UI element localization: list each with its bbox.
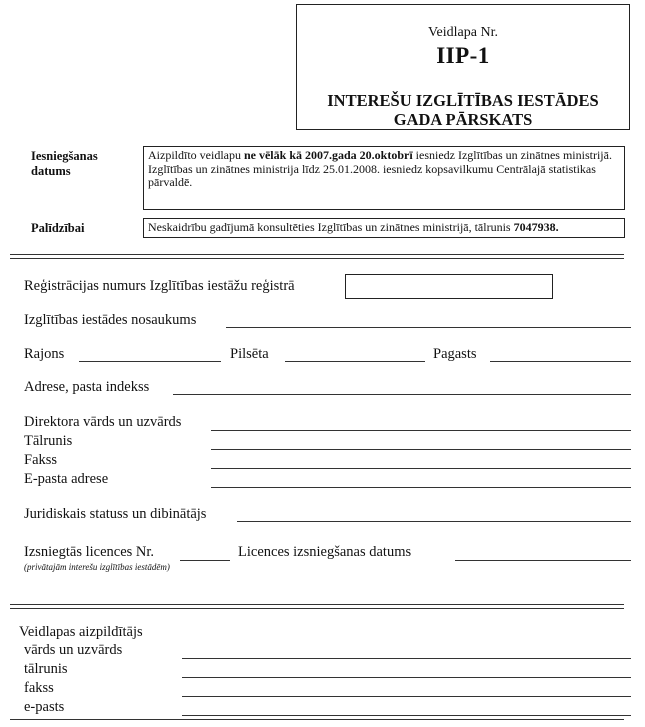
submission-label-line2: datums	[31, 164, 71, 178]
registration-input[interactable]	[345, 274, 553, 299]
phone-label: Tālrunis	[24, 433, 73, 449]
fax-field[interactable]	[211, 468, 631, 469]
filler-fax-label: fakss	[24, 680, 54, 696]
institution-name-field[interactable]	[226, 327, 631, 328]
address-field[interactable]	[173, 394, 631, 395]
email-field[interactable]	[211, 487, 631, 488]
submission-text-c: Izglītības un zinātnes ministrija līdz 25.01.2008. iesniedz kopsavilkumu Centrālajā statistikas pārvaldē.	[148, 161, 596, 189]
submission-text-b: iesniedz Izglītības un zinātnes ministrijā.	[412, 148, 612, 162]
license-number-field[interactable]	[180, 560, 230, 561]
filler-phone-label: tālrunis	[24, 661, 68, 677]
help-phone: 7047938.	[513, 220, 559, 234]
filler-email-label: e-pasts	[24, 699, 65, 715]
help-label: Palīdzībai	[31, 221, 85, 235]
fax-label: Fakss	[24, 452, 58, 468]
city-field[interactable]	[285, 361, 425, 362]
filler-email-field[interactable]	[182, 715, 631, 716]
bottom-rule	[10, 719, 624, 720]
director-label: Direktora vārds un uzvārds	[24, 414, 182, 430]
form-title-box	[296, 4, 630, 130]
form-code: IIP-1	[436, 43, 490, 68]
submission-label-line1: Iesniegšanas	[31, 149, 98, 163]
help-note-box	[143, 218, 625, 238]
submission-date-label	[31, 149, 98, 179]
legal-status-label: Juridiskais statuss un dibinātājs	[24, 506, 207, 522]
submission-text-a: Aizpildīto veidlapu	[148, 148, 244, 162]
filler-fax-field[interactable]	[182, 696, 631, 697]
help-text: Neskaidrību gadījumā konsultēties Izglītības un zinātnes ministrijā, tālrunis	[148, 220, 514, 234]
license-date-label: Licences izsniegšanas datums	[238, 544, 412, 560]
legal-status-field[interactable]	[237, 521, 631, 522]
parish-label: Pagasts	[433, 346, 477, 362]
registration-label: Reģistrācijas numurs Izglītības iestāžu reģistrā	[24, 278, 295, 294]
license-number-label: Izsniegtās licences Nr.	[24, 544, 155, 560]
filler-phone-field[interactable]	[182, 677, 631, 678]
address-label: Adrese, pasta indekss	[24, 379, 150, 395]
institution-name-label: Izglītības iestādes nosaukums	[24, 312, 197, 328]
city-label: Pilsēta	[230, 346, 269, 362]
license-date-field[interactable]	[455, 560, 631, 561]
submission-note-box	[143, 146, 625, 210]
district-field[interactable]	[79, 361, 221, 362]
form-title-line2: GADA PĀRSKATS	[393, 110, 533, 129]
filler-name-field[interactable]	[182, 658, 631, 659]
license-note: (privātajām interešu izglītības iestādēm)	[24, 562, 170, 572]
filler-name-label: vārds un uzvārds	[24, 642, 123, 658]
parish-field[interactable]	[490, 361, 631, 362]
email-label: E-pasta adrese	[24, 471, 109, 487]
form-title	[297, 91, 629, 129]
section-divider-top	[10, 254, 624, 259]
form-title-line1: INTEREŠU IZGLĪTĪBAS IESTĀDES	[327, 91, 599, 110]
section-divider-bottom	[10, 604, 624, 609]
district-label: Rajons	[24, 346, 65, 362]
form-number-label: Veidlapa Nr.	[428, 25, 498, 40]
director-field[interactable]	[211, 430, 631, 431]
submission-deadline: ne vēlāk kā 2007.gada 20.oktobrī	[243, 148, 413, 162]
phone-field[interactable]	[211, 449, 631, 450]
filler-heading: Veidlapas aizpildītājs	[19, 624, 143, 640]
